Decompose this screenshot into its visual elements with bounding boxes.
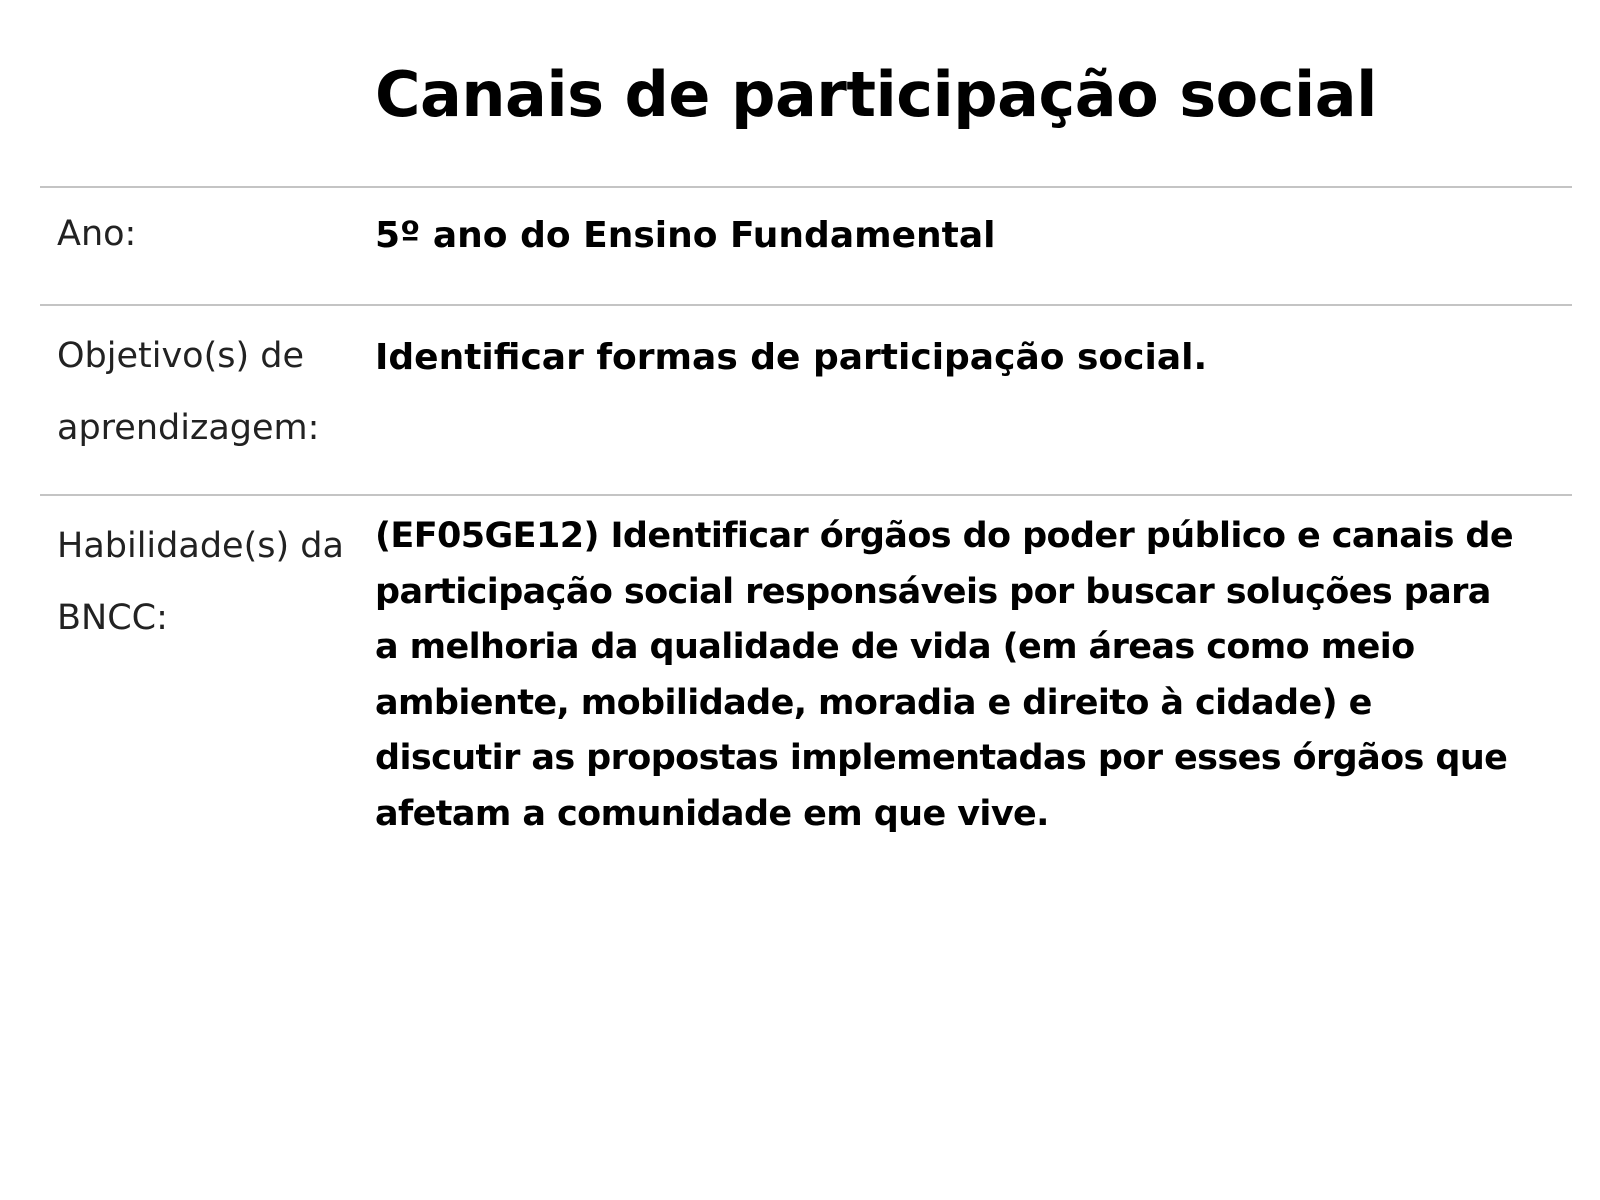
habilidade-line: a melhoria da qualidade de vida (em áreas como meio	[375, 627, 1415, 667]
ano-value: 5º ano do Ensino Fundamental	[375, 215, 996, 256]
habilidade-line: participação social responsáveis por buscar soluções para	[375, 571, 1491, 612]
page-title: Canais de participação social	[375, 58, 1377, 131]
objetivo-label: Objetivo(s) de aprendizagem:	[57, 336, 320, 448]
habilidade-line: afetam a comunidade em que vive.	[375, 793, 1049, 834]
objetivo-value: Identificar formas de participação social.	[375, 337, 1208, 378]
row-objetivo	[40, 304, 1572, 494]
habilidade-line: discutir as propostas implementadas por esses órgãos que	[375, 738, 1508, 778]
habilidade-value	[375, 496, 1572, 894]
row-habilidade	[40, 494, 1572, 894]
habilidade-line: ambiente, mobilidade, moradia e direito à cidade) e	[375, 682, 1372, 723]
row-ano	[40, 186, 1572, 304]
habilidade-label: Habilidade(s) da BNCC:	[57, 526, 344, 638]
ano-label: Ano:	[57, 214, 137, 254]
info-table	[40, 186, 1572, 894]
habilidade-line: (EF05GE12) Identificar órgãos do poder público e canais de	[375, 516, 1514, 556]
